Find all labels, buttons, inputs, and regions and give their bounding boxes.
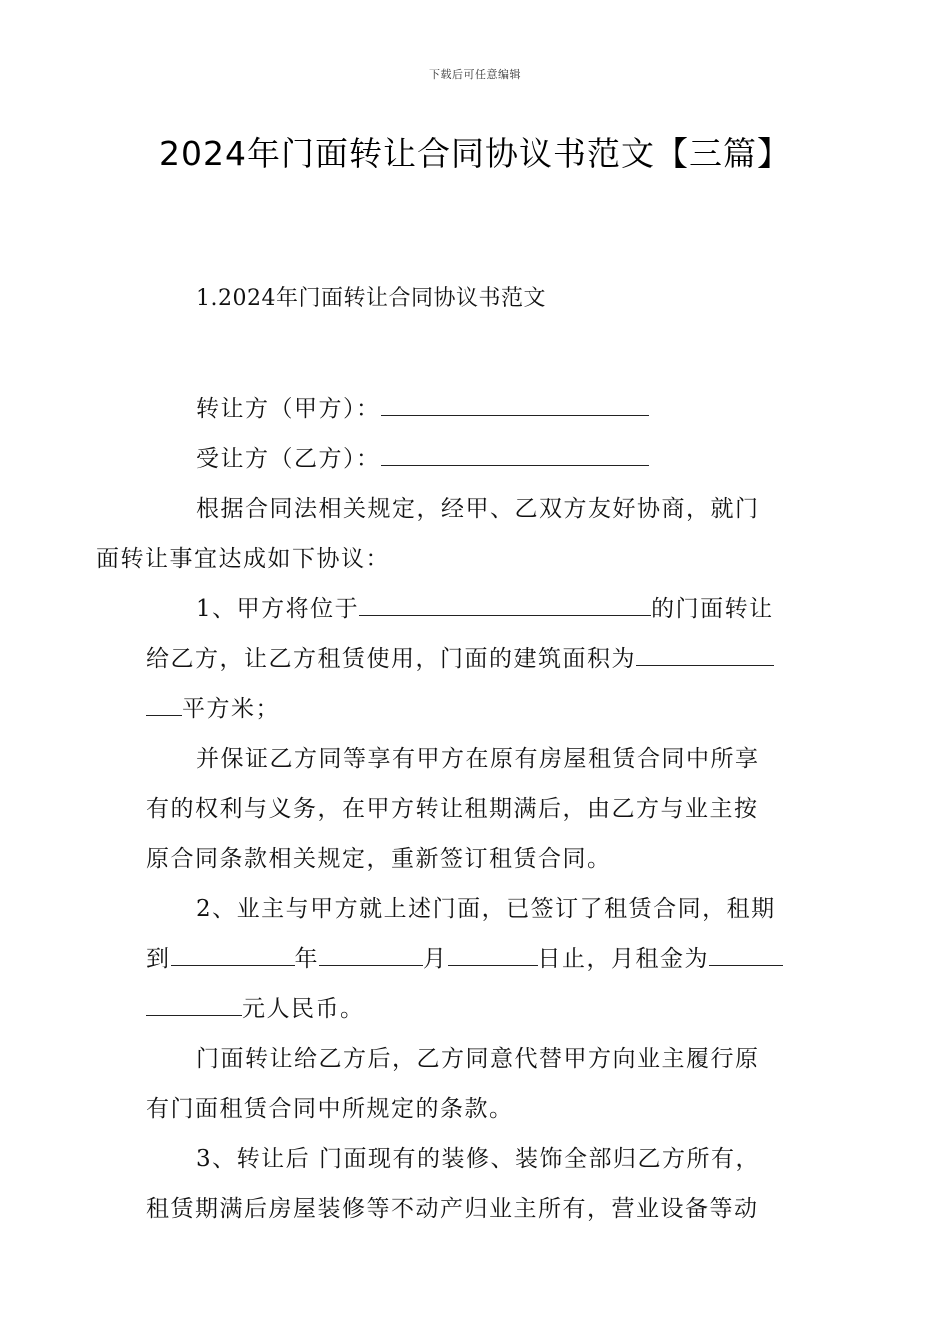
clause-2-to: 到 [146, 946, 171, 972]
guarantee-line-3: 原合同条款相关规定，重新签订租赁合同。 [146, 846, 612, 872]
agency-line-1: 门面转让给乙方后，乙方同意代替甲方向业主履行原 [196, 1046, 760, 1072]
party-a-blank [381, 414, 649, 416]
month-blank [319, 964, 423, 966]
intro-paragraph [96, 484, 806, 584]
clause-2-day: 日止，月租金为 [537, 946, 709, 972]
intro-line-1: 根据合同法相关规定，经甲、乙双方友好协商，就门 [196, 496, 760, 522]
clause-1-part-4: 平方米； [182, 696, 280, 722]
area-blank-2 [146, 714, 182, 716]
section-heading: 1.2024年门面转让合同协议书范文 [196, 286, 546, 311]
party-a-line [146, 384, 806, 434]
day-blank [448, 964, 538, 966]
clause-2-line-1: 2、业主与甲方就上述门面，已签订了租赁合同，租期 [196, 896, 776, 922]
header-note: 下载后可任意编辑 [429, 68, 521, 81]
clause-2-line-2 [146, 934, 806, 984]
area-blank-1 [636, 664, 774, 666]
location-blank [359, 614, 651, 616]
document-title: 2024年门面转让合同协议书范文【三篇】 [159, 134, 791, 173]
year-blank [171, 964, 295, 966]
guarantee-line-2: 有的权利与义务，在甲方转让租期满后，由乙方与业主按 [146, 796, 759, 822]
party-b-label: 受让方（乙方）： [196, 446, 381, 472]
clause-3-line-2: 租赁期满后房屋装修等不动产归业主所有，营业设备等动 [146, 1196, 759, 1222]
clause-1-line-3 [146, 684, 806, 734]
clause-2-month: 月 [423, 946, 448, 972]
document-body [96, 284, 806, 1234]
clause-2-line-3 [146, 984, 806, 1034]
clause-1-part-3: 给乙方，让乙方租赁使用，门面的建筑面积为 [146, 646, 636, 672]
party-b-blank [381, 464, 649, 466]
party-b-line [146, 434, 806, 484]
clause-1-paragraph [146, 584, 806, 634]
intro-line-2: 面转让事宜达成如下协议： [96, 546, 390, 572]
clause-2-year: 年 [294, 946, 319, 972]
rent-blank-2 [146, 1014, 242, 1016]
clause-2-currency: 元人民币。 [242, 996, 365, 1022]
clause-1-part-1: 1、甲方将位于 [196, 596, 360, 622]
party-a-label: 转让方（甲方）： [196, 396, 381, 422]
clause-3-line-1: 3、转让后 门面现有的装修、装饰全部归乙方所有， [196, 1146, 760, 1172]
rent-blank-1 [709, 964, 783, 966]
agency-line-2: 有门面租赁合同中所规定的条款。 [146, 1096, 514, 1122]
clause-1-line-2 [146, 634, 806, 684]
clause-1-part-2: 的门面转让 [651, 596, 774, 622]
guarantee-line-1: 并保证乙方同等享有甲方在原有房屋租赁合同中所享 [196, 746, 760, 772]
